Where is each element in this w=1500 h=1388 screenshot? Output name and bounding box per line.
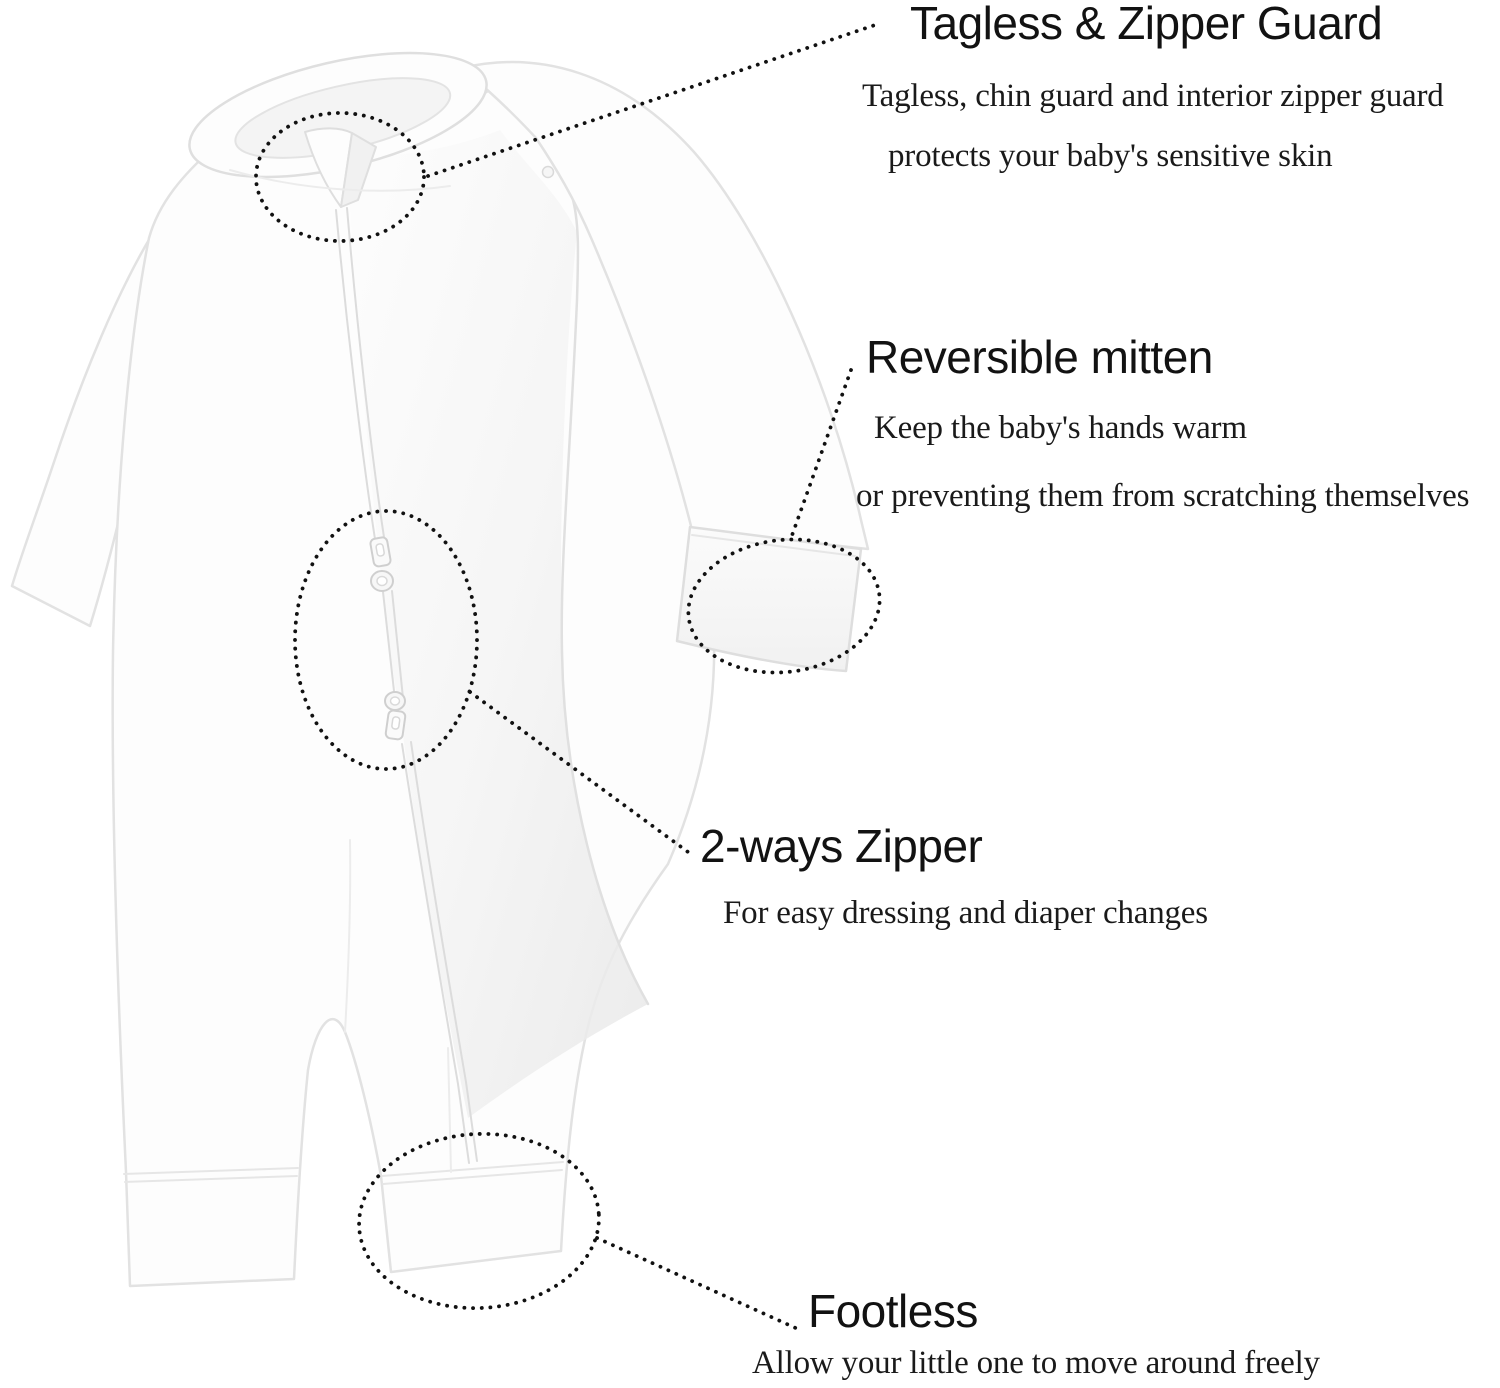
callout-text-tagless-line-2: protects your baby's sensitive skin (888, 138, 1333, 174)
callout-title-tagless-zipper-guard: Tagless & Zipper Guard (910, 0, 1383, 49)
zipper-pull-lower (385, 692, 406, 740)
snap-button (543, 167, 554, 178)
callout-text-mitten-line-2: or preventing them from scratching themselves (856, 478, 1470, 514)
callout-text-mitten-line-1: Keep the baby's hands warm (874, 410, 1247, 446)
callout-title-two-ways-zipper: 2-ways Zipper (700, 820, 983, 872)
callout-text-zipper-line-1: For easy dressing and diaper changes (723, 895, 1208, 931)
callout-text-footless-line-1: Allow your little one to move around freely (752, 1345, 1320, 1381)
callout-title-footless: Footless (808, 1285, 978, 1337)
callout-title-reversible-mitten: Reversible mitten (866, 331, 1213, 383)
footless-leader-line (597, 1238, 800, 1330)
callout-text-tagless-line-1: Tagless, chin guard and interior zipper guard (862, 78, 1444, 114)
